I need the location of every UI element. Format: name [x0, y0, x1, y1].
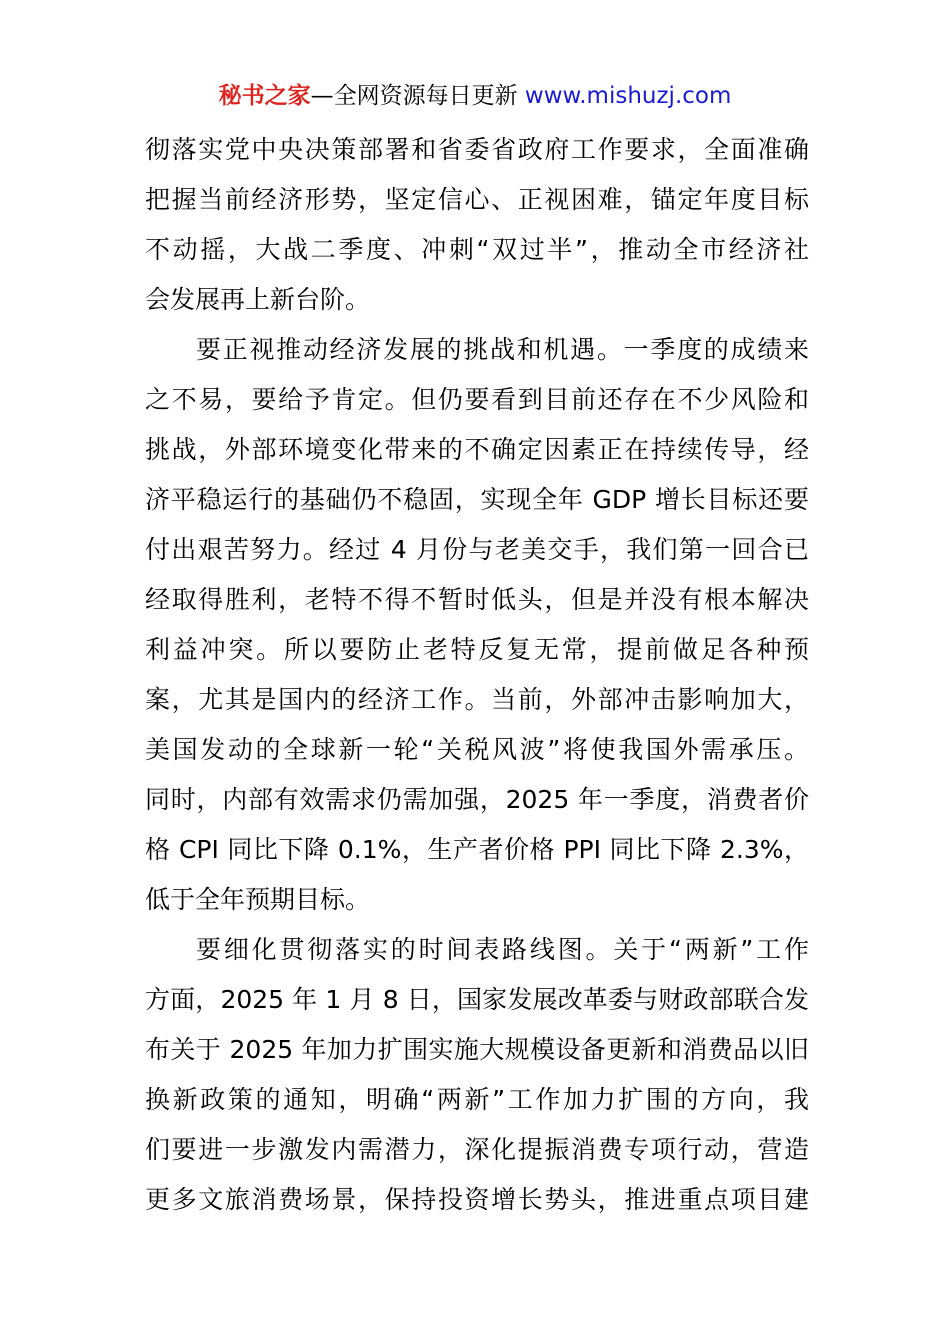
text-line: 彻落实党中央决策部署和省委省政府工作要求，全面准确	[145, 135, 809, 164]
text-line: 布关于 2025 年加力扩围实施大规模设备更新和消费品以旧	[145, 1035, 809, 1064]
site-tagline: —全网资源每日更新	[310, 83, 525, 109]
site-name: 秘书之家	[218, 83, 311, 109]
site-header	[0, 80, 950, 112]
text-line: 同时，内部有效需求仍需加强，2025 年一季度，消费者价	[145, 785, 809, 814]
text-line: 挑战，外部环境变化带来的不确定因素正在持续传导，经	[145, 435, 809, 464]
text-line: 济平稳运行的基础仍不稳固，实现全年 GDP 增长目标还要	[145, 485, 809, 514]
document-body	[145, 125, 809, 1225]
text-line: 之不易，要给予肯定。但仍要看到目前还存在不少风险和	[145, 385, 809, 414]
paragraph-first-line: 要正视推动经济发展的挑战和机遇。一季度的成绩来	[196, 335, 809, 364]
text-line: 案，尤其是国内的经济工作。当前，外部冲击影响加大，	[145, 685, 809, 714]
text-line: 把握当前经济形势，坚定信心、正视困难，锚定年度目标	[145, 185, 809, 214]
paragraph-first-line: 要细化贯彻落实的时间表路线图。关于“两新”工作	[196, 935, 809, 964]
text-line: 换新政策的通知，明确“两新”工作加力扩围的方向，我	[145, 1085, 809, 1114]
text-line: 利益冲突。所以要防止老特反复无常，提前做足各种预	[145, 635, 809, 664]
text-line: 更多文旅消费场景，保持投资增长势头，推进重点项目建	[145, 1185, 809, 1214]
text-line: 付出艰苦努力。经过 4 月份与老美交手，我们第一回合已	[145, 535, 809, 564]
text-line: 们要进一步激发内需潜力，深化提振消费专项行动，营造	[145, 1135, 809, 1164]
text-line: 格 CPI 同比下降 0.1%，生产者价格 PPI 同比下降 2.3%，	[145, 835, 809, 864]
site-url-link[interactable]: www.mishuzj.com	[524, 83, 732, 109]
text-line: 不动摇，大战二季度、冲刺“双过半”，推动全市经济社	[145, 235, 809, 264]
paragraph-end-line: 会发展再上新台阶。	[145, 285, 371, 314]
text-line: 经取得胜利，老特不得不暂时低头，但是并没有根本解决	[145, 585, 809, 614]
paragraph-end-line: 低于全年预期目标。	[145, 885, 371, 914]
text-line: 方面，2025 年 1 月 8 日，国家发展改革委与财政部联合发	[145, 985, 809, 1014]
text-line: 美国发动的全球新一轮“关税风波”将使我国外需承压。	[145, 735, 809, 764]
